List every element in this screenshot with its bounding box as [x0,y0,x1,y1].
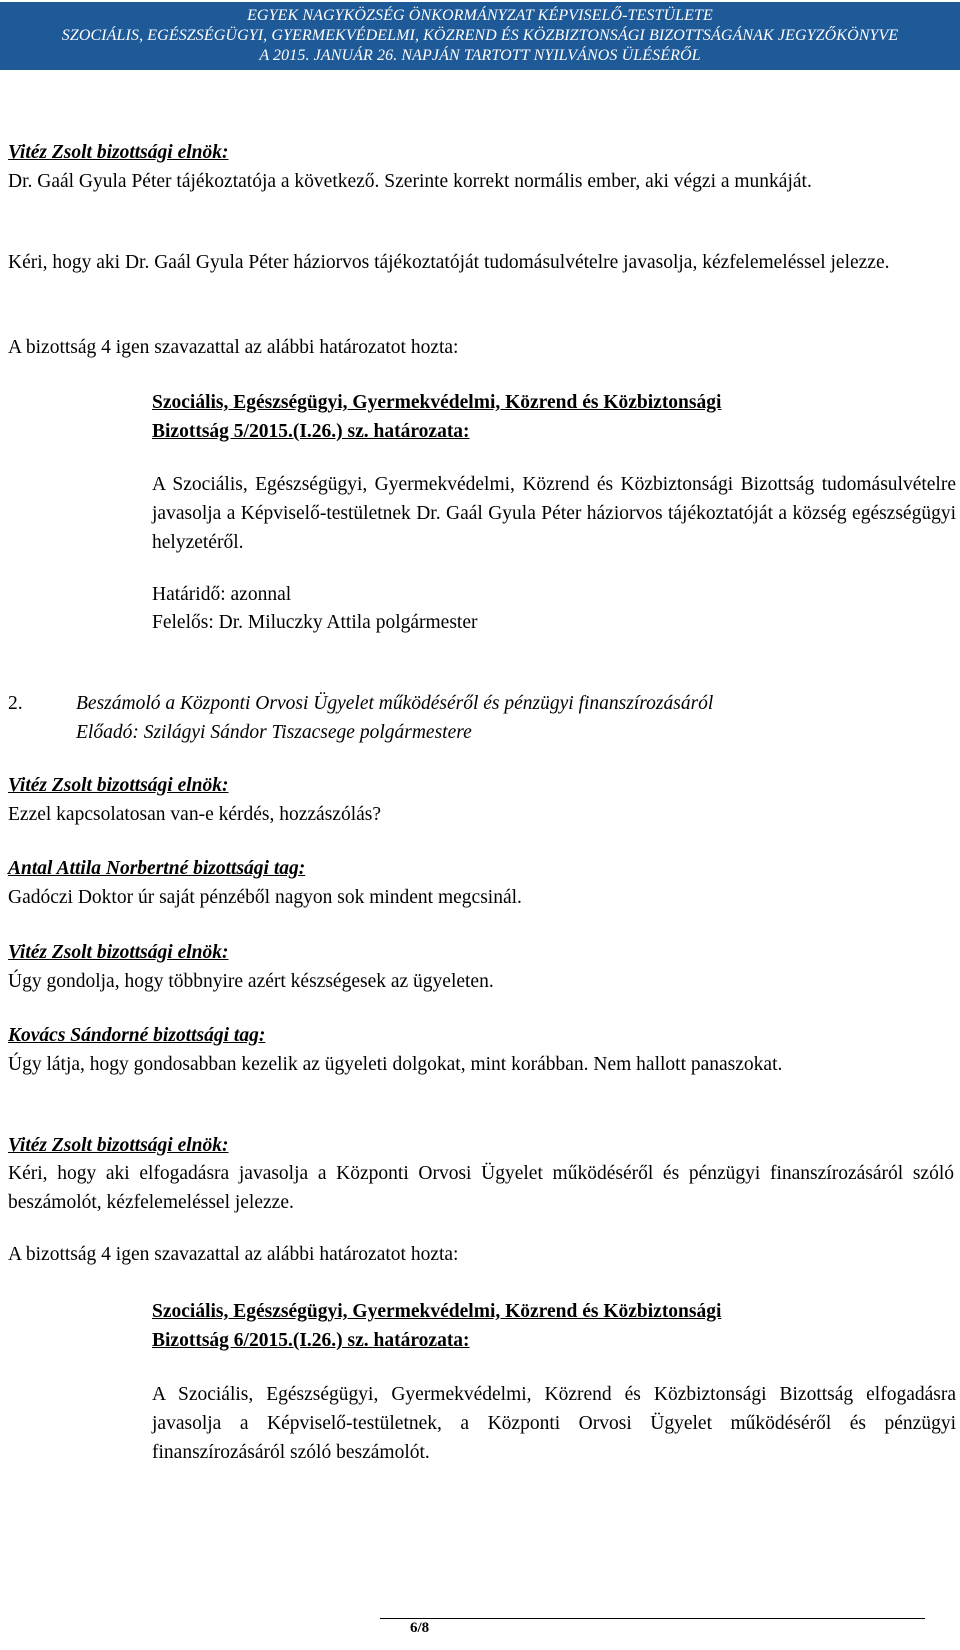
paragraph: Kéri, hogy aki elfogadásra javasolja a Központi Orvosi Ügyelet működéséről és pénzügyi finanszírozásáról szóló beszámolót, kézfelemeléssel jelezze. [8,1163,954,1213]
resolution-title-line-2: Bizottság 6/2015.(I.26.) sz. határozata: [152,1330,470,1351]
responsible: Felelős: Dr. Miluczky Attila polgármester [152,612,478,633]
paragraph: Úgy gondolja, hogy többnyire azért készségesek az ügyeleten. [8,971,494,992]
speaker-label: Vitéz Zsolt bizottsági elnök: [8,142,229,163]
vote-statement: A bizottság 4 igen szavazattal az alábbi határozatot hozta: [8,337,459,358]
paragraph: Úgy látja, hogy gondosabban kezelik az ügyeleti dolgokat, mint korábban. Nem hallott panaszokat. [8,1054,783,1075]
resolution-title-line-1: Szociális, Egészségügyi, Gyermekvédelmi, Közrend és Közbiztonsági [152,392,722,413]
paragraph: Gadóczi Doktor úr saját pénzéből nagyon sok mindent megcsinál. [8,887,522,908]
speaker-label: Vitéz Zsolt bizottsági elnök: [8,942,229,963]
speaker-label: Vitéz Zsolt bizottsági elnök: [8,1135,229,1156]
resolution-title [152,388,956,446]
paragraph: Kéri, hogy aki Dr. Gaál Gyula Péter háziorvos tájékoztatóját tudomásulvételre javasolja, kézfelemeléssel jelezze. [8,252,890,273]
resolution-title-line-1: Szociális, Egészségügyi, Gyermekvédelmi, Közrend és Közbiztonsági [152,1301,722,1322]
agenda-item [8,689,713,747]
speaker-label: Antal Attila Norbertné bizottsági tag: [8,858,306,879]
header-line-3: A 2015. JANUÁR 26. NAPJÁN TARTOTT NYILVÁNOS ÜLÉSÉRŐL [259,47,701,64]
speaker-label: Kovács Sándorné bizottsági tag: [8,1025,266,1046]
footer-divider [380,1618,925,1619]
deadline: Határidő: azonnal [152,584,292,605]
resolution-title [152,1297,956,1355]
header-line-2: SZOCIÁLIS, EGÉSZSÉGÜGYI, GYERMEKVÉDELMI, KÖZREND ÉS KÖZBIZTONSÁGI BIZOTTSÁGÁNAK JEGYZŐKÖNYVE [61,27,899,44]
agenda-item-presenter: Előadó: Szilágyi Sándor Tiszacsege polgármestere [76,722,472,743]
page-number: 6/8 [410,1620,430,1636]
agenda-item-title: Beszámoló a Központi Orvosi Ügyelet működéséről és pénzügyi finanszírozásáról [76,693,714,714]
resolution-text: A Szociális, Egészségügyi, Gyermekvédelmi, Közrend és Közbiztonsági Bizottság tudomásulvételre javasolja a Képviselő-testületnek Dr. Gaál Gyula Péter háziorvos tájékoztatóját a község egészségügyi helyzetéről. [152,474,956,553]
vote-statement: A bizottság 4 igen szavazattal az alábbi határozatot hozta: [8,1244,459,1265]
resolution-title-line-2: Bizottság 5/2015.(I.26.) sz. határozata: [152,421,470,442]
speaker-label: Vitéz Zsolt bizottsági elnök: [8,775,229,796]
resolution-text: A Szociális, Egészségügyi, Gyermekvédelmi, Közrend és Közbiztonsági Bizottság elfogadásra javasolja a Képviselő-testületnek, a Központi Orvosi Ügyelet működéséről és pénzügyi finanszírozásáról szóló beszámolót. [152,1384,956,1463]
paragraph: Ezzel kapcsolatosan van-e kérdés, hozzászólás? [8,804,382,825]
document-header [0,2,960,70]
header-line-1: EGYEK NAGYKÖZSÉG ÖNKORMÁNYZAT KÉPVISELŐ-TESTÜLETE [247,7,713,24]
paragraph: Dr. Gaál Gyula Péter tájékoztatója a következő. Szerinte korrekt normális ember, aki végzi a munkáját. [8,171,812,192]
agenda-item-number: 2. [8,693,23,714]
